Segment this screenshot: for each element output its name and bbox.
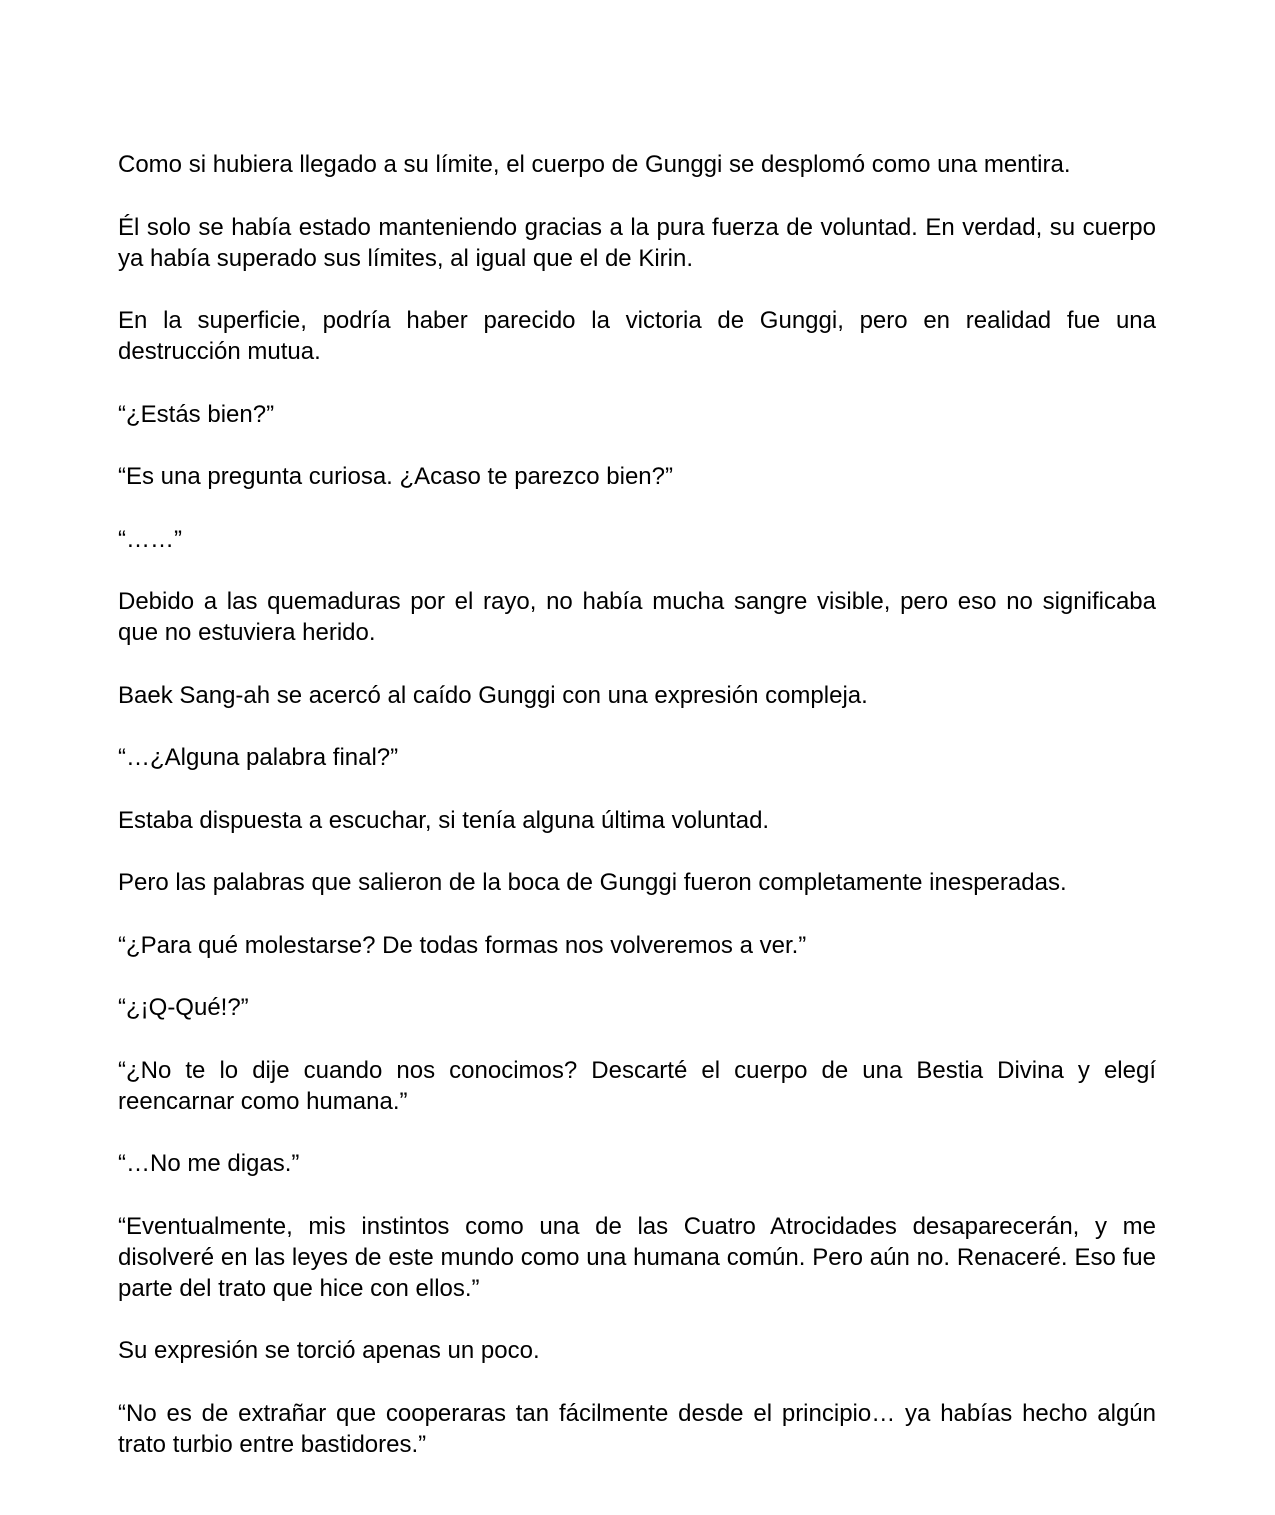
paragraph: “¿Estás bien?” <box>118 400 275 428</box>
paragraph: Debido a las quemaduras por el rayo, no había mucha sangre visible, pero eso no significaba que no estuviera herido. <box>118 588 1156 646</box>
paragraph: “…¿Alguna palabra final?” <box>118 744 399 771</box>
body-text <box>118 149 1156 1491</box>
paragraph: “……” <box>118 525 182 553</box>
paragraph: “Eventualmente, mis instintos como una de las Cuatro Atrocidades desaparecerán, y me disolveré en las leyes de este mundo como una humana común. Pero aún no. Renaceré. Eso fue parte del trato que hice con ellos.” <box>118 1212 1156 1302</box>
paragraph: “Es una pregunta curiosa. ¿Acaso te parezco bien?” <box>118 463 673 490</box>
paragraph: “¿No te lo dije cuando nos conocimos? Descarté el cuerpo de una Bestia Divina y elegí reencarnar como humana.” <box>118 1056 1156 1115</box>
paragraph: Como si hubiera llegado a su límite, el cuerpo de Gunggi se desplomó como una mentira. <box>118 151 1071 178</box>
paragraph: “¿¡Q-Qué!?” <box>118 994 249 1021</box>
paragraph: En la superficie, podría haber parecido la victoria de Gunggi, pero en realidad fue una destrucción mutua. <box>118 307 1156 365</box>
paragraph: Su expresión se torció apenas un poco. <box>118 1337 540 1364</box>
paragraph: “No es de extrañar que cooperaras tan fácilmente desde el principio… ya habías hecho algún trato turbio entre bastidores.” <box>118 1399 1156 1458</box>
paragraph: “…No me digas.” <box>118 1150 300 1177</box>
paragraph: Baek Sang-ah se acercó al caído Gunggi con una expresión compleja. <box>118 681 868 709</box>
paragraph: “¿Para qué molestarse? De todas formas nos volveremos a ver.” <box>118 931 807 959</box>
paragraph: Pero las palabras que salieron de la boca de Gunggi fueron completamente inesperadas. <box>118 869 1067 896</box>
paragraph: Él solo se había estado manteniendo gracias a la pura fuerza de voluntad. En verdad, su cuerpo ya había superado sus límites, al igual que el de Kirin. <box>118 213 1156 272</box>
paragraph: Estaba dispuesta a escuchar, si tenía alguna última voluntad. <box>118 806 770 834</box>
